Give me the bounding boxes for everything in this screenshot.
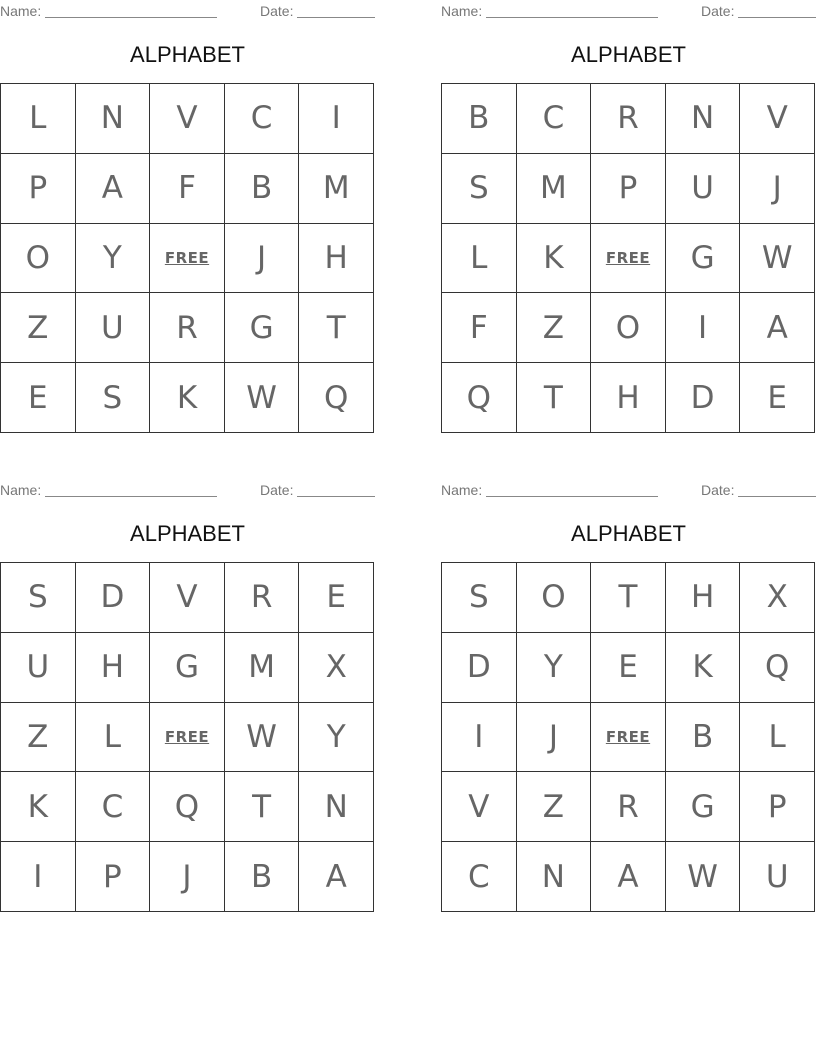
name-label: Name: xyxy=(441,3,483,19)
name-field-line[interactable] xyxy=(486,496,658,497)
bingo-cell: U xyxy=(76,293,151,363)
bingo-cell: I xyxy=(299,84,374,154)
bingo-cell: K xyxy=(150,363,225,433)
bingo-cell: W xyxy=(225,703,300,773)
bingo-cell: L xyxy=(1,84,76,154)
date-label: Date: xyxy=(701,482,735,498)
bingo-card xyxy=(441,479,816,912)
bingo-cell: Z xyxy=(1,293,76,363)
bingo-cell: N xyxy=(76,84,151,154)
bingo-cell: U xyxy=(666,154,741,224)
bingo-cell: G xyxy=(150,633,225,703)
bingo-cell: K xyxy=(517,224,592,294)
bingo-card xyxy=(0,479,375,912)
bingo-cell: E xyxy=(1,363,76,433)
bingo-cell: N xyxy=(299,772,374,842)
bingo-cell: K xyxy=(1,772,76,842)
name-label: Name: xyxy=(0,3,42,19)
bingo-cell: C xyxy=(225,84,300,154)
free-space: FREE xyxy=(150,703,225,773)
card-title: ALPHABET xyxy=(571,521,686,546)
bingo-cell: D xyxy=(442,633,517,703)
date-field-line[interactable] xyxy=(297,496,375,497)
name-field-line[interactable] xyxy=(486,17,658,18)
bingo-card xyxy=(0,0,375,433)
bingo-cell: W xyxy=(740,224,815,294)
bingo-cell: V xyxy=(442,772,517,842)
bingo-cell: D xyxy=(666,363,741,433)
bingo-cell: Q xyxy=(740,633,815,703)
bingo-cell: H xyxy=(76,633,151,703)
bingo-cell: J xyxy=(740,154,815,224)
bingo-cell: H xyxy=(591,363,666,433)
name-field-line[interactable] xyxy=(45,17,217,18)
bingo-cell: G xyxy=(225,293,300,363)
free-space: FREE xyxy=(150,224,225,294)
bingo-cell: L xyxy=(442,224,517,294)
card-header xyxy=(441,481,816,499)
bingo-grid xyxy=(441,562,815,912)
bingo-cell: N xyxy=(666,84,741,154)
name-label: Name: xyxy=(441,482,483,498)
bingo-cell: A xyxy=(299,842,374,912)
bingo-cell: Q xyxy=(150,772,225,842)
bingo-cell: P xyxy=(76,842,151,912)
bingo-cell: X xyxy=(299,633,374,703)
bingo-grid xyxy=(0,83,374,433)
bingo-cell: Q xyxy=(299,363,374,433)
bingo-cell: O xyxy=(591,293,666,363)
bingo-cell: T xyxy=(225,772,300,842)
card-title: ALPHABET xyxy=(130,521,245,546)
bingo-cell: B xyxy=(225,842,300,912)
bingo-cell: G xyxy=(666,772,741,842)
bingo-cell: T xyxy=(591,563,666,633)
bingo-cell: X xyxy=(740,563,815,633)
bingo-cell: L xyxy=(740,703,815,773)
bingo-cell: A xyxy=(740,293,815,363)
bingo-cell: I xyxy=(442,703,517,773)
bingo-cell: N xyxy=(517,842,592,912)
bingo-cell: R xyxy=(225,563,300,633)
bingo-cell: S xyxy=(76,363,151,433)
bingo-cell: F xyxy=(150,154,225,224)
bingo-cell: A xyxy=(591,842,666,912)
date-field-line[interactable] xyxy=(297,17,375,18)
bingo-cell: R xyxy=(150,293,225,363)
bingo-cell: I xyxy=(666,293,741,363)
date-label: Date: xyxy=(701,3,735,19)
bingo-cell: E xyxy=(740,363,815,433)
bingo-cell: J xyxy=(517,703,592,773)
bingo-cell: Z xyxy=(1,703,76,773)
bingo-cell: S xyxy=(442,154,517,224)
bingo-cell: A xyxy=(76,154,151,224)
bingo-cell: J xyxy=(225,224,300,294)
bingo-cell: R xyxy=(591,772,666,842)
bingo-cell: E xyxy=(299,563,374,633)
date-label: Date: xyxy=(260,3,294,19)
bingo-cell: S xyxy=(442,563,517,633)
name-label: Name: xyxy=(0,482,42,498)
bingo-cell: I xyxy=(1,842,76,912)
bingo-cell: P xyxy=(740,772,815,842)
bingo-cell: M xyxy=(225,633,300,703)
bingo-cell: V xyxy=(740,84,815,154)
bingo-cell: C xyxy=(442,842,517,912)
bingo-cell: O xyxy=(1,224,76,294)
card-header xyxy=(0,481,375,499)
bingo-cell: C xyxy=(76,772,151,842)
bingo-cell: D xyxy=(76,563,151,633)
bingo-cell: E xyxy=(591,633,666,703)
date-field-line[interactable] xyxy=(738,496,816,497)
bingo-cell: M xyxy=(517,154,592,224)
bingo-cell: L xyxy=(76,703,151,773)
bingo-cell: B xyxy=(442,84,517,154)
free-space: FREE xyxy=(591,224,666,294)
bingo-cell: V xyxy=(150,84,225,154)
bingo-cell: G xyxy=(666,224,741,294)
bingo-cell: P xyxy=(591,154,666,224)
bingo-cell: C xyxy=(517,84,592,154)
bingo-cell: P xyxy=(1,154,76,224)
bingo-cell: Y xyxy=(299,703,374,773)
bingo-cell: W xyxy=(666,842,741,912)
card-title: ALPHABET xyxy=(130,42,245,67)
bingo-cell: B xyxy=(666,703,741,773)
card-header xyxy=(0,2,375,20)
bingo-cell: Q xyxy=(442,363,517,433)
bingo-cell: H xyxy=(299,224,374,294)
bingo-cell: O xyxy=(517,563,592,633)
bingo-cell: F xyxy=(442,293,517,363)
card-header xyxy=(441,2,816,20)
bingo-cell: T xyxy=(299,293,374,363)
bingo-cell: B xyxy=(225,154,300,224)
card-title: ALPHABET xyxy=(571,42,686,67)
date-field-line[interactable] xyxy=(738,17,816,18)
bingo-cell: W xyxy=(225,363,300,433)
bingo-cell: S xyxy=(1,563,76,633)
date-label: Date: xyxy=(260,482,294,498)
bingo-grid xyxy=(0,562,374,912)
bingo-cell: K xyxy=(666,633,741,703)
bingo-cell: T xyxy=(517,363,592,433)
bingo-cell: U xyxy=(740,842,815,912)
bingo-cell: R xyxy=(591,84,666,154)
bingo-cell: V xyxy=(150,563,225,633)
name-field-line[interactable] xyxy=(45,496,217,497)
bingo-cell: Y xyxy=(517,633,592,703)
bingo-card xyxy=(441,0,816,433)
bingo-cell: J xyxy=(150,842,225,912)
bingo-cell: Z xyxy=(517,772,592,842)
bingo-cell: U xyxy=(1,633,76,703)
bingo-cell: M xyxy=(299,154,374,224)
free-space: FREE xyxy=(591,703,666,773)
bingo-grid xyxy=(441,83,815,433)
bingo-cell: Y xyxy=(76,224,151,294)
bingo-cell: H xyxy=(666,563,741,633)
bingo-cell: Z xyxy=(517,293,592,363)
